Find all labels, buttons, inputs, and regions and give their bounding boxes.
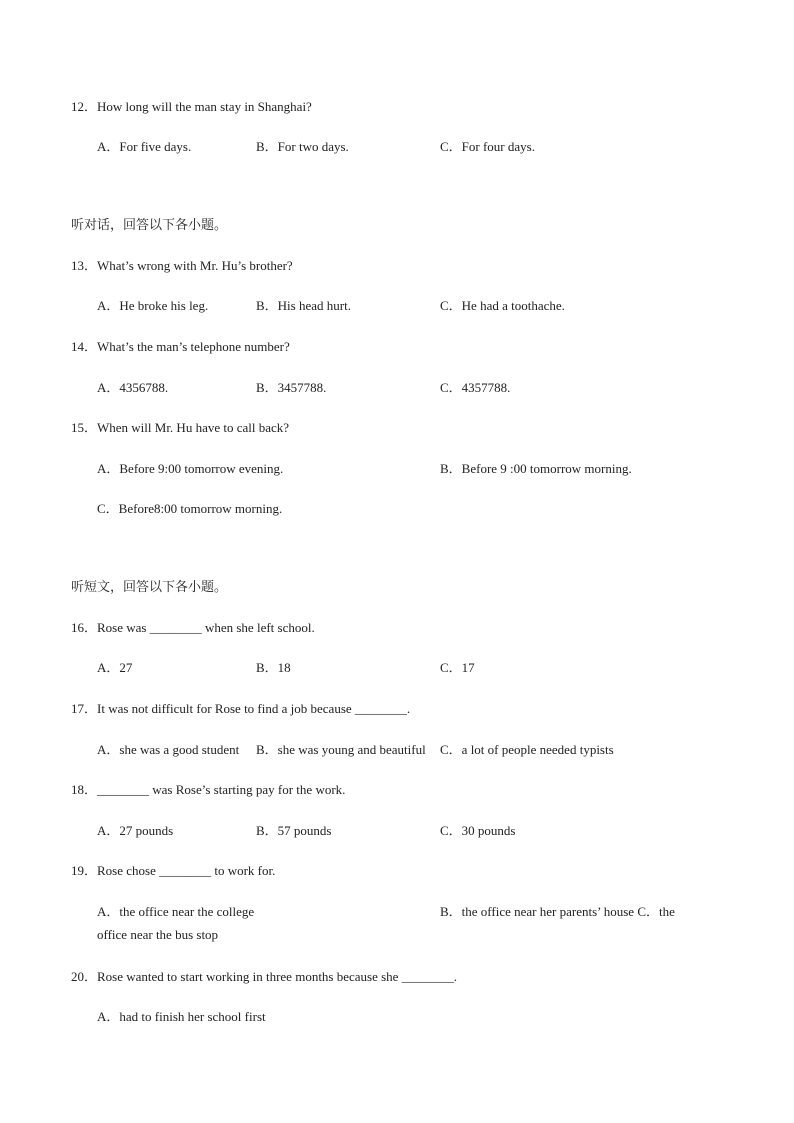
section-heading-passage: 听短文，回答以下各小题。 — [71, 580, 228, 595]
q19-option-b: B．the office near her parents’ house C．the — [440, 904, 675, 919]
q17-option-a: A．she was a good student — [97, 742, 240, 757]
q20-option-a: A．had to finish her school first — [97, 1009, 266, 1024]
section-heading-dialogue: 听对话，回答以下各小题。 — [71, 218, 228, 233]
question-17: 17．It was not difficult for Rose to find a job because ________. — [71, 701, 411, 716]
q12-option-a: A．For five days. — [97, 139, 192, 154]
q16-option-b: B．18 — [256, 660, 291, 675]
q16-option-a: A．27 — [97, 660, 133, 675]
q16-option-c: C．17 — [440, 660, 475, 675]
q13-option-c: C．He had a toothache. — [440, 298, 565, 313]
q17-option-b: B．she was young and beautiful — [256, 742, 426, 757]
q18-option-a: A．27 pounds — [97, 823, 174, 838]
question-15: 15．When will Mr. Hu have to call back? — [71, 420, 290, 435]
question-18: 18．________ was Rose’s starting pay for the work. — [71, 782, 346, 797]
question-16: 16．Rose was ________ when she left school. — [71, 620, 315, 635]
question-14: 14．What’s the man’s telephone number? — [71, 339, 290, 354]
q19-option-c-continued: office near the bus stop — [97, 927, 219, 942]
q12-option-c: C．For four days. — [440, 139, 535, 154]
q13-option-a: A．He broke his leg. — [97, 298, 209, 313]
q12-option-b: B．For two days. — [256, 139, 349, 154]
q17-option-c: C．a lot of people needed typists — [440, 742, 614, 757]
question-19: 19．Rose chose ________ to work for. — [71, 863, 276, 878]
q15-option-c: C．Before8:00 tomorrow morning. — [97, 501, 283, 516]
q14-option-b: B．3457788. — [256, 380, 327, 395]
q14-option-c: C．4357788. — [440, 380, 511, 395]
q13-option-b: B．His head hurt. — [256, 298, 351, 313]
q19-option-a: A．the office near the college — [97, 904, 255, 919]
q15-option-a: A．Before 9:00 tomorrow evening. — [97, 461, 284, 476]
q18-option-c: C．30 pounds — [440, 823, 516, 838]
q18-option-b: B．57 pounds — [256, 823, 332, 838]
question-20: 20．Rose wanted to start working in three months because she ________. — [71, 969, 457, 984]
q14-option-a: A．4356788. — [97, 380, 169, 395]
question-13: 13．What’s wrong with Mr. Hu’s brother? — [71, 258, 293, 273]
question-12: 12．How long will the man stay in Shanghai? — [71, 99, 312, 114]
q15-option-b: B．Before 9 :00 tomorrow morning. — [440, 461, 632, 476]
